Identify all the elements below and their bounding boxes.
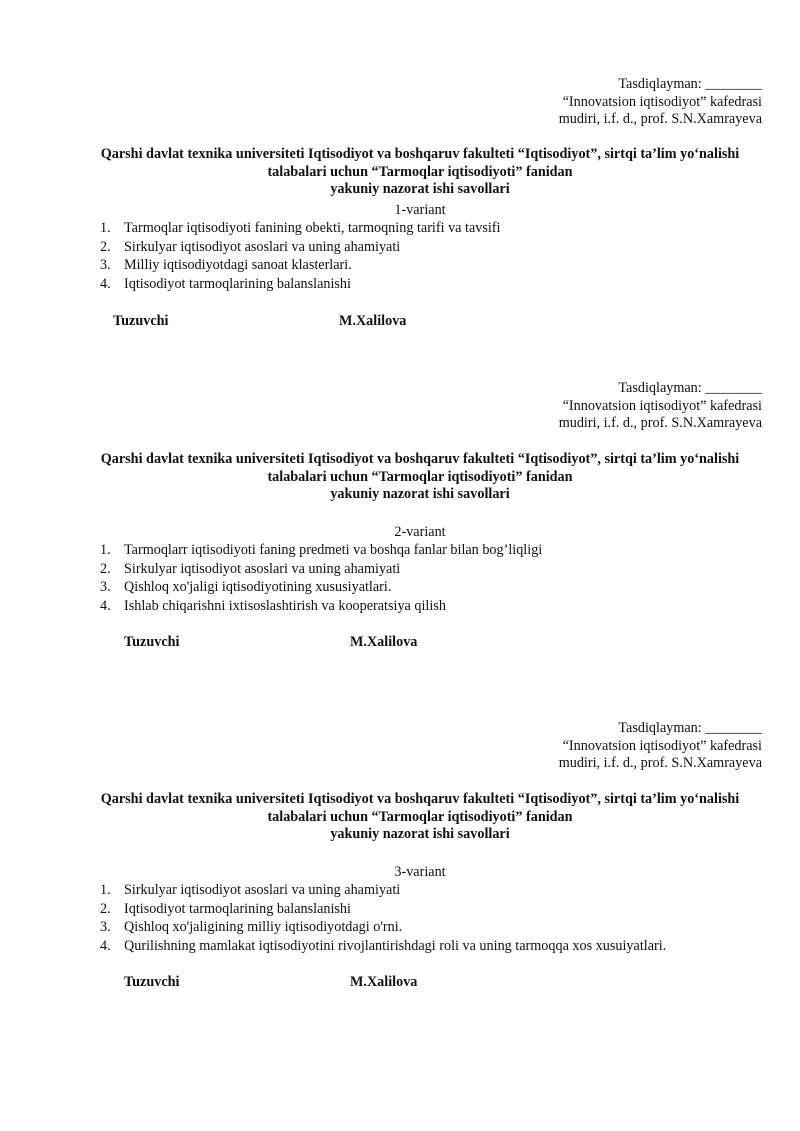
variant-label-3: 3-variant — [394, 864, 446, 880]
approval-line-1: Tasdiqlayman: ________ — [618, 380, 762, 396]
heading-line-3: yakuniy nazorat ishi savollari — [330, 486, 510, 502]
heading-line-1: Qarshi davlat texnika universiteti Iqtisodiyot va boshqaruv fakulteti “Iqtisodiyot”, sirtqi ta’lim yo‘nalishi — [100, 146, 740, 162]
list-item — [100, 275, 500, 294]
question-number: 1. — [100, 542, 111, 558]
approval-line-1: Tasdiqlayman: ________ — [618, 720, 762, 736]
variant-label-2: 2-variant — [394, 524, 446, 540]
author-name-1: M.Xalilova — [339, 313, 407, 329]
question-text: Tarmoqlarr iqtisodiyoti faning predmeti va boshqa fanlar bilan bog’liqligi — [124, 542, 543, 558]
heading-line-3: yakuniy nazorat ishi savollari — [330, 826, 510, 842]
question-list-2 — [100, 541, 542, 615]
heading-line-1: Qarshi davlat texnika universiteti Iqtisodiyot va boshqaruv fakulteti “Iqtisodiyot”, sirtqi ta’lim yo‘nalishi — [100, 451, 740, 467]
list-item — [100, 560, 542, 579]
list-item — [100, 256, 500, 275]
author-name-2: M.Xalilova — [350, 634, 418, 650]
approval-line-3: mudiri, i.f. d., prof. S.N.Xamrayeva — [558, 415, 762, 431]
question-number: 2. — [100, 900, 111, 917]
question-text: Qishloq xo'jaligining milliy iqtisodiyotdagi o'rni. — [124, 919, 403, 935]
approval-block-1 — [559, 76, 762, 129]
question-text: Qishloq xo'jaligi iqtisodiyotining xususiyatlari. — [124, 579, 392, 595]
approval-block-2 — [559, 380, 762, 433]
question-text: Sirkulyar iqtisodiyot asoslari va uning ahamiyati — [124, 882, 401, 898]
question-text: Iqtisodiyot tarmoqlarining balanslanishi — [124, 275, 351, 292]
question-text: Iqtisodiyot tarmoqlarining balanslanishi — [124, 900, 351, 917]
question-list-3 — [100, 881, 666, 955]
author-label-2: Tuzuvchi — [124, 634, 180, 650]
heading-line-2: talabalari uchun “Tarmoqlar iqtisodiyoti” fanidan — [267, 808, 573, 825]
question-number: 4. — [100, 597, 111, 614]
list-item — [100, 881, 666, 900]
list-item — [100, 219, 500, 238]
question-number: 3. — [100, 579, 111, 595]
question-number: 2. — [100, 560, 111, 577]
author-label-1: Tuzuvchi — [113, 313, 169, 329]
question-number: 4. — [100, 275, 111, 292]
author-name-3: M.Xalilova — [350, 974, 418, 990]
section-heading-1 — [40, 146, 800, 199]
approval-line-2: “Innovatsion iqtisodiyot” kafedrasi — [562, 397, 762, 414]
section-heading-3 — [40, 791, 800, 844]
question-text: Sirkulyar iqtisodiyot asoslari va uning ahamiyati — [124, 238, 401, 255]
list-item — [100, 597, 542, 616]
variant-label-1: 1-variant — [394, 202, 446, 218]
approval-line-2: “Innovatsion iqtisodiyot” kafedrasi — [562, 93, 762, 110]
heading-line-2: talabalari uchun “Tarmoqlar iqtisodiyoti” fanidan — [267, 468, 573, 485]
question-text: Tarmoqlar iqtisodiyoti fanining obekti, tarmoqning tarifi va tavsifi — [124, 220, 501, 236]
list-item — [100, 238, 500, 257]
list-item — [100, 900, 666, 919]
heading-line-3: yakuniy nazorat ishi savollari — [330, 181, 510, 197]
approval-line-3: mudiri, i.f. d., prof. S.N.Xamrayeva — [558, 111, 762, 127]
list-item — [100, 578, 542, 597]
question-text: Ishlab chiqarishni ixtisoslashtirish va kooperatsiya qilish — [124, 597, 446, 614]
list-item — [100, 918, 666, 937]
question-number: 4. — [100, 937, 111, 954]
question-list-1 — [100, 219, 500, 293]
author-label-3: Tuzuvchi — [124, 974, 180, 990]
approval-line-2: “Innovatsion iqtisodiyot” kafedrasi — [562, 737, 762, 754]
list-item — [100, 937, 666, 956]
approval-line-1: Tasdiqlayman: ________ — [618, 76, 762, 92]
question-text: Milliy iqtisodiyotdagi sanoat klasterlari. — [124, 257, 352, 273]
question-number: 1. — [100, 882, 111, 898]
question-number: 3. — [100, 919, 111, 935]
question-number: 1. — [100, 220, 111, 236]
approval-block-3 — [559, 720, 762, 773]
question-text: Sirkulyar iqtisodiyot asoslari va uning ahamiyati — [124, 560, 401, 577]
approval-line-3: mudiri, i.f. d., prof. S.N.Xamrayeva — [558, 755, 762, 771]
section-heading-2 — [40, 451, 800, 504]
question-text: Qurilishning mamlakat iqtisodiyotini rivojlantirishdagi roli va uning tarmoqqa xos xusuiyatlari. — [124, 937, 667, 954]
question-number: 2. — [100, 238, 111, 255]
heading-line-1: Qarshi davlat texnika universiteti Iqtisodiyot va boshqaruv fakulteti “Iqtisodiyot”, sirtqi ta’lim yo‘nalishi — [100, 791, 740, 807]
list-item — [100, 541, 542, 560]
question-number: 3. — [100, 257, 111, 273]
heading-line-2: talabalari uchun “Tarmoqlar iqtisodiyoti” fanidan — [267, 163, 573, 180]
